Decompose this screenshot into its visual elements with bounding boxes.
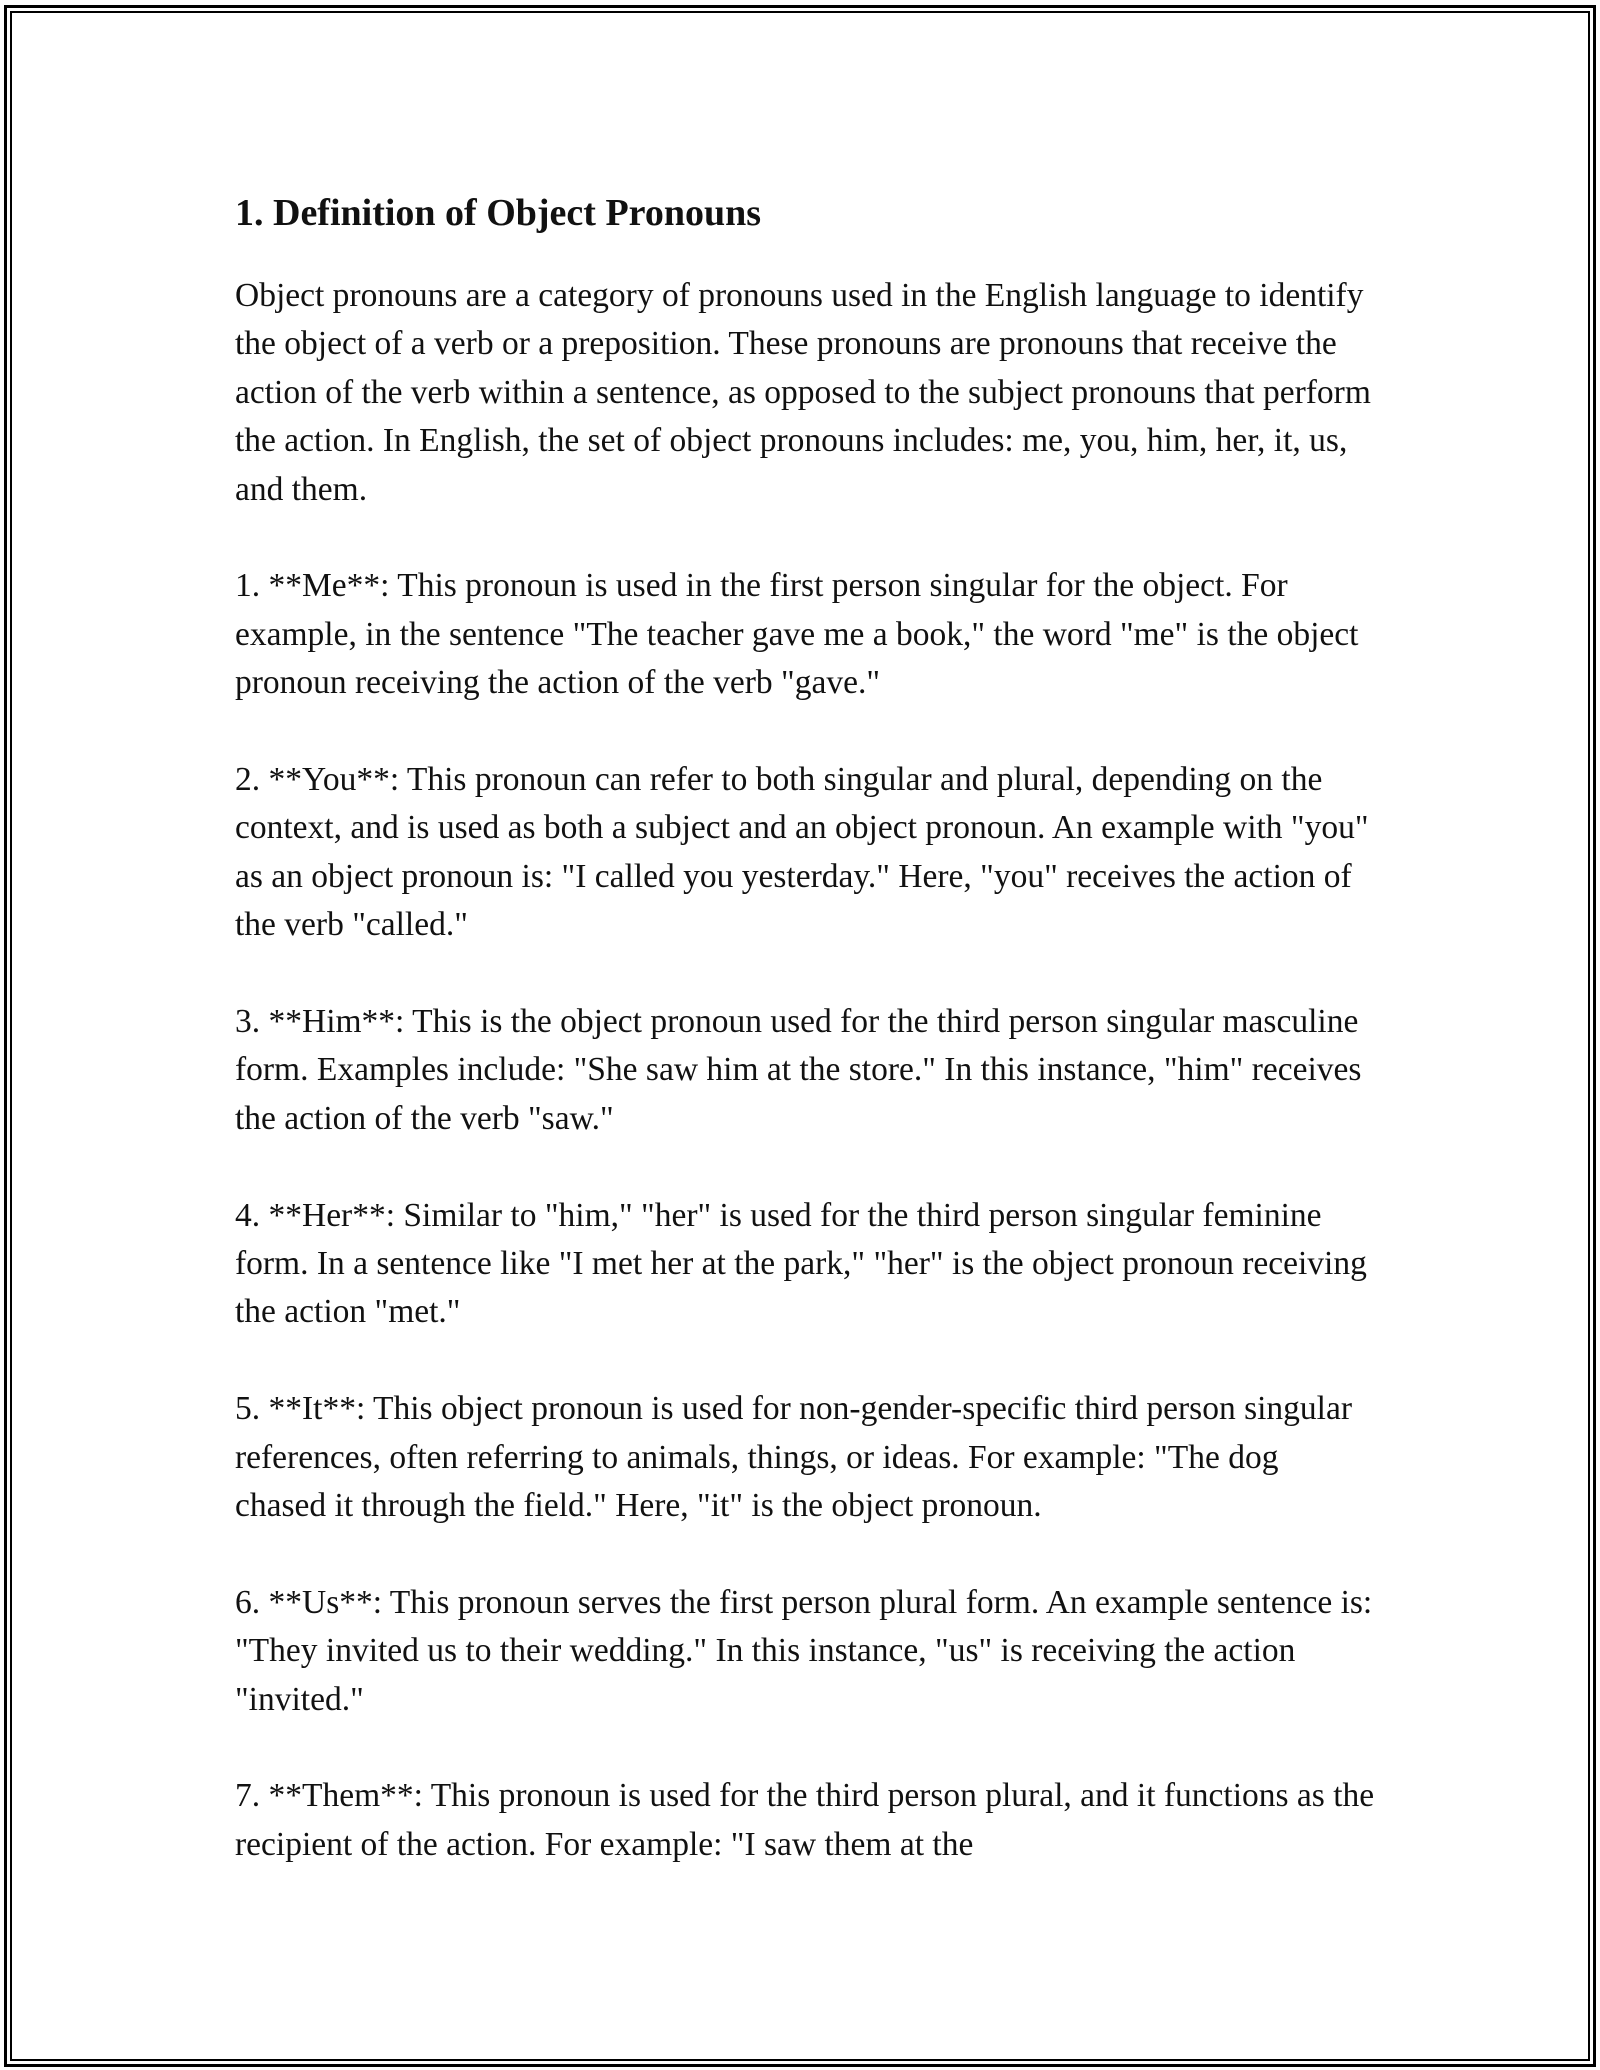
intro-paragraph: Object pronouns are a category of pronouns used in the English language to identify the object of a verb or a preposition. These pronouns are pronouns that receive the action of the verb within a sentence, as opposed to the subject pronouns that perform the action. In English, the set of object pronouns includes: me, you, him, her, it, us, and them. [235,277,1371,508]
pronoun-it-paragraph: 5. **It**: This object pronoun is used for non-gender-specific third person singular references, often referring to animals, things, or ideas. For example: "The dog chased it through the field." Here, "it" is the object pronoun. [235,1390,1352,1525]
document-body [235,186,1375,1918]
pronoun-him-paragraph: 3. **Him**: This is the object pronoun used for the third person singular masculine form. Examples include: "She saw him at the store." In this instance, "him" receives the action of the verb "saw." [235,1003,1362,1137]
pronoun-them-paragraph: 7. **Them**: This pronoun is used for the third person plural, and it functions as the recipient of the action. For example: "I saw them at the [235,1777,1375,1863]
pronoun-her-paragraph: 4. **Her**: Similar to "him," "her" is used for the third person singular feminine form. In a sentence like "I met her at the park," "her" is the object pronoun receiving the action "met." [235,1196,1367,1331]
pronoun-us-paragraph: 6. **Us**: This pronoun serves the first person plural form. An example sentence is: "They invited us to their wedding." In this instance, "us" is receiving the action "invited." [235,1583,1373,1718]
pronoun-me-paragraph: 1. **Me**: This pronoun is used in the first person singular for the object. For example, in the sentence "The teacher gave me a book," the word "me" is the object pronoun receiving the action of the verb "gave." [235,567,1359,702]
pronoun-you-paragraph: 2. **You**: This pronoun can refer to both singular and plural, depending on the context, and is used as both a subject and an object pronoun. An example with "you" as an object pronoun is: "I called you yesterday." Here, "you" receives the action of the verb "called." [235,761,1369,944]
page-title: 1. Definition of Object Pronouns [235,192,762,234]
